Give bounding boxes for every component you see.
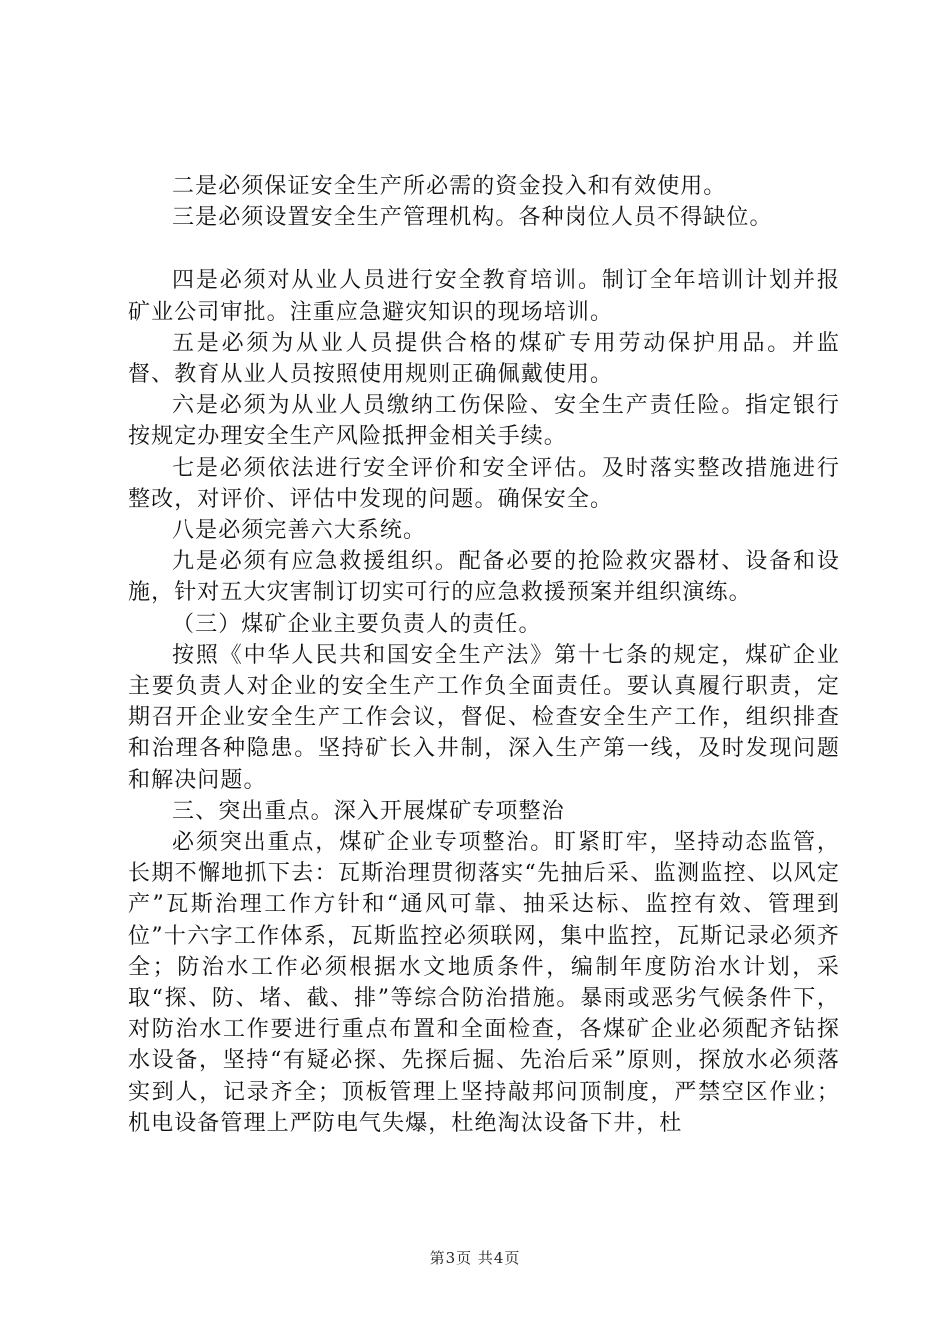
paragraph-protective-equipment: 五是必须为从业人员提供合格的煤矿专用劳动保护用品。并监督、教育从业人员按照使用规则正确佩戴使用。 bbox=[128, 330, 840, 388]
document-body bbox=[128, 171, 840, 1139]
paragraph-safety-evaluation: 七是必须依法进行安全评价和安全评估。及时落实整改措施进行整改，对评价、评估中发现的问题。确保安全。 bbox=[128, 455, 840, 512]
paragraph-training: 四是必须对从业人员进行安全教育培训。制订全年培训计划并报矿业公司审批。注重应急避灾知识的现场培训。 bbox=[128, 268, 840, 325]
paragraph-emergency-rescue: 九是必须有应急救援组织。配备必要的抢险救灾器材、设备和设施，针对五大灾害制订切实可行的应急救援预案并组织演练。 bbox=[128, 549, 840, 606]
paragraph-responsible-person: 按照《中华人民共和国安全生产法》第十七条的规定，煤矿企业主要负责人对企业的安全生产工作负全面责任。要认真履行职责，定期召开企业安全生产工作会议，督促、检查安全生产工作，组织排查和治理各种隐患。坚持矿长入井制，深入生产第一线，及时发现问题和解决问题。 bbox=[128, 642, 840, 793]
paragraph-insurance: 六是必须为从业人员缴纳工伤保险、安全生产责任险。指定银行按规定办理安全生产风险抵押金相关手续。 bbox=[128, 393, 840, 450]
paragraph-funding: 二是必须保证安全生产所必需的资金投入和有效使用。 bbox=[172, 174, 727, 199]
section-heading-special-rectification: 三、突出重点。深入开展煤矿专项整治 bbox=[172, 798, 565, 824]
page-number-footer: 第3页 共4页 bbox=[429, 1249, 521, 1267]
paragraph-management-agency: 三是必须设置安全生产管理机构。各种岗位人员不得缺位。 bbox=[172, 205, 773, 231]
section-heading-responsible-person: （三）煤矿企业主要负责人的责任。 bbox=[172, 611, 542, 637]
paragraph-special-rectification: 必须突出重点，煤矿企业专项整治。盯紧盯牢，坚持动态监管，长期不懈地抓下去：瓦斯治理贯彻落实“先抽后采、监测监控、以风定产”瓦斯治理工作方针和“通风可靠、抽采达标、监控有效、管理到位”十六字工作体系，瓦斯监控必须联网，集中监控，瓦斯记录必须齐全；防治水工作必须根据水文地质条件，编制年度防治水计划，采取“探、防、堵、截、排”等综合防治措施。暴雨或恶劣气候条件下，对防治水工作要进行重点布置和全面检查，各煤矿企业必须配齐钻探水设备，坚持“有疑必探、先探后掘、先治后采”原则，探放水必须落实到人，记录齐全；顶板管理上坚持敲邦问顶制度，严禁空区作业；机电设备管理上严防电气失爆，杜绝淘汰设备下井，杜 bbox=[128, 830, 840, 1136]
paragraph-six-systems: 八是必须完善六大系统。 bbox=[172, 518, 427, 544]
